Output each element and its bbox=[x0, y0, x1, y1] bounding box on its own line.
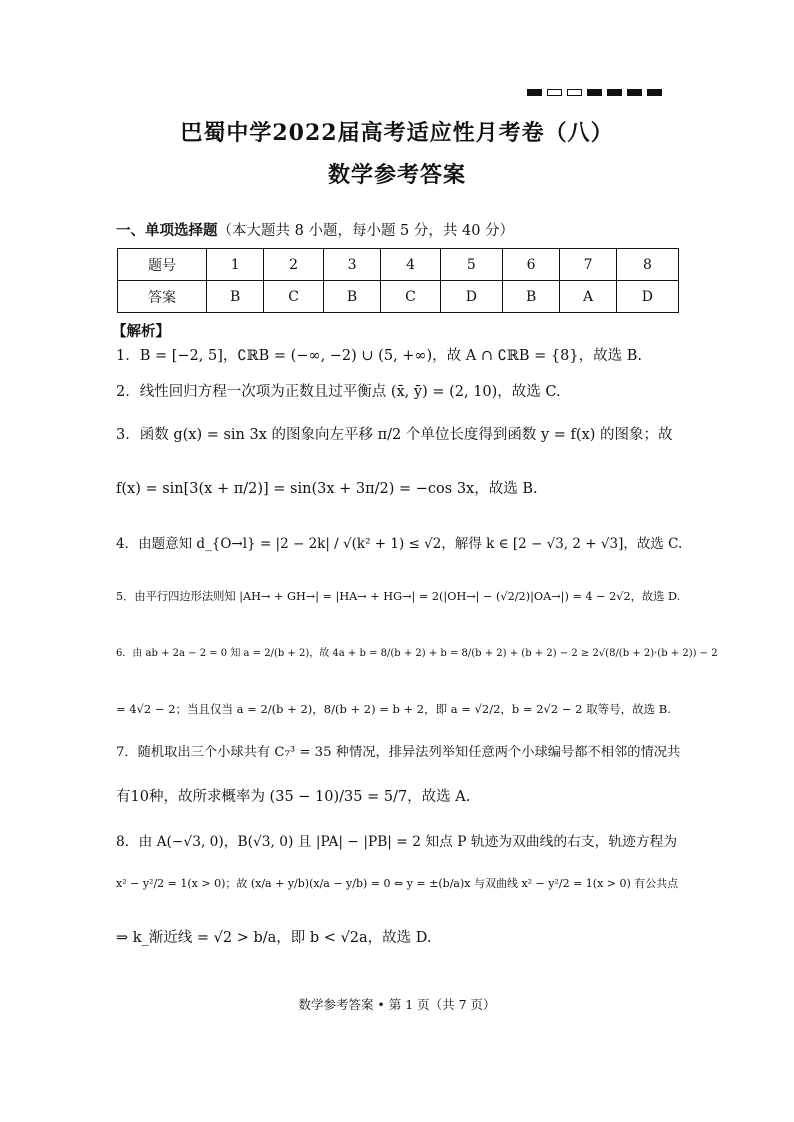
solution-line: f(x) = sin[3(x + π/2)] = sin(3x + 3π/2) = −cos 3x，故选 B. bbox=[116, 481, 538, 497]
section-heading-note: （本大题共 8 小题，每小题 5 分，共 40 分） bbox=[217, 223, 515, 239]
answer-cell: B bbox=[502, 281, 559, 313]
page-mark bbox=[547, 89, 562, 96]
page-footer: 数学参考答案 • 第 1 页（共 7 页） bbox=[298, 997, 496, 1012]
table-row-label: 答案 bbox=[118, 281, 207, 313]
solution-line: 1．B = [−2, 5]，∁ℝB = (−∞, −2) ∪ (5, +∞)，故 A ∩ ∁ℝB = {8}，故选 B. bbox=[116, 348, 642, 364]
answer-cell: A bbox=[560, 281, 617, 313]
solution-line: 4．由题意知 d_{O→l} = |2 − 2k| / √(k² + 1) ≤ √2，解得 k ∈ [2 − √3, 2 + √3]，故选 C. bbox=[116, 536, 683, 552]
solution-line: 8．由 A(−√3, 0)，B(√3, 0) 且 |PA| − |PB| = 2 知点 P 轨迹为双曲线的右支，轨迹方程为 bbox=[116, 834, 678, 850]
solution-line: 2．线性回归方程一次项为正数且过平衡点 (x̄, ȳ) = (2, 10)，故选 C. bbox=[116, 384, 561, 400]
page-marks bbox=[527, 89, 662, 96]
table-row-numbers bbox=[118, 249, 679, 281]
solution-line: 7．随机取出三个小球共有 C₇³ = 35 种情况，排异法列举知任意两个小球编号都不相邻的情况共 bbox=[116, 745, 681, 760]
answer-cell: B bbox=[207, 281, 264, 313]
question-number-cell: 5 bbox=[440, 249, 502, 281]
solution-line: = 4√2 − 2；当且仅当 a = 2/(b + 2)，8/(b + 2) = b + 2，即 a = √2/2，b = 2√2 − 2 取等号，故选 B. bbox=[116, 702, 671, 716]
page-mark bbox=[607, 89, 622, 96]
page-mark bbox=[587, 89, 602, 96]
page-mark bbox=[647, 89, 662, 96]
analysis-label: 【解析】 bbox=[112, 323, 170, 340]
solution-line: 5．由平行四边形法则知 |AH→ + GH→| = |HA→ + HG→| = 2(|OH→| − (√2/2)|OA→|) = 4 − 2√2，故选 D. bbox=[116, 590, 681, 603]
section-heading bbox=[116, 219, 514, 240]
solution-line: 3．函数 g(x) = sin 3x 的图象向左平移 π/2 个单位长度得到函数 y = f(x) 的图象；故 bbox=[116, 427, 673, 443]
question-number-cell: 8 bbox=[616, 249, 678, 281]
question-number-cell: 4 bbox=[381, 249, 441, 281]
answer-cell: B bbox=[323, 281, 380, 313]
table-row-label: 题号 bbox=[118, 249, 207, 281]
table-row-answers bbox=[118, 281, 679, 313]
question-number-cell: 6 bbox=[502, 249, 559, 281]
answer-cell: C bbox=[264, 281, 324, 313]
answer-cell: D bbox=[616, 281, 678, 313]
question-number-cell: 1 bbox=[207, 249, 264, 281]
page-mark bbox=[627, 89, 642, 96]
solution-line: ⇒ k_渐近线 = √2 > b/a，即 b < √2a，故选 D. bbox=[116, 930, 432, 946]
solution-line: x² − y²/2 = 1(x > 0)；故 (x/a + y/b)(x/a − y/b) = 0 ⇔ y = ±(b/a)x 与双曲线 x² − y²/2 = 1(x > 0) 有公共点 bbox=[116, 877, 679, 890]
section-heading-label: 一、单项选择题 bbox=[116, 222, 218, 239]
solution-line: 6．由 ab + 2a − 2 = 0 知 a = 2/(b + 2)，故 4a + b = 8/(b + 2) + b = 8/(b + 2) + (b + 2) − 2 ≥ 2√(8/(b + 2)·(b + 2)) − 2 bbox=[116, 648, 718, 659]
solution-line: 有10种，故所求概率为 (35 − 10)/35 = 5/7，故选 A. bbox=[116, 789, 471, 805]
page-subtitle: 数学参考答案 bbox=[327, 162, 466, 188]
answer-cell: D bbox=[440, 281, 502, 313]
question-number-cell: 7 bbox=[560, 249, 617, 281]
question-number-cell: 2 bbox=[264, 249, 324, 281]
question-number-cell: 3 bbox=[323, 249, 380, 281]
page-mark bbox=[527, 89, 542, 96]
page-mark bbox=[567, 89, 582, 96]
page-title: 巴蜀中学2022届高考适应性月考卷（八） bbox=[180, 120, 614, 146]
answer-cell: C bbox=[381, 281, 441, 313]
answer-table bbox=[117, 248, 679, 313]
